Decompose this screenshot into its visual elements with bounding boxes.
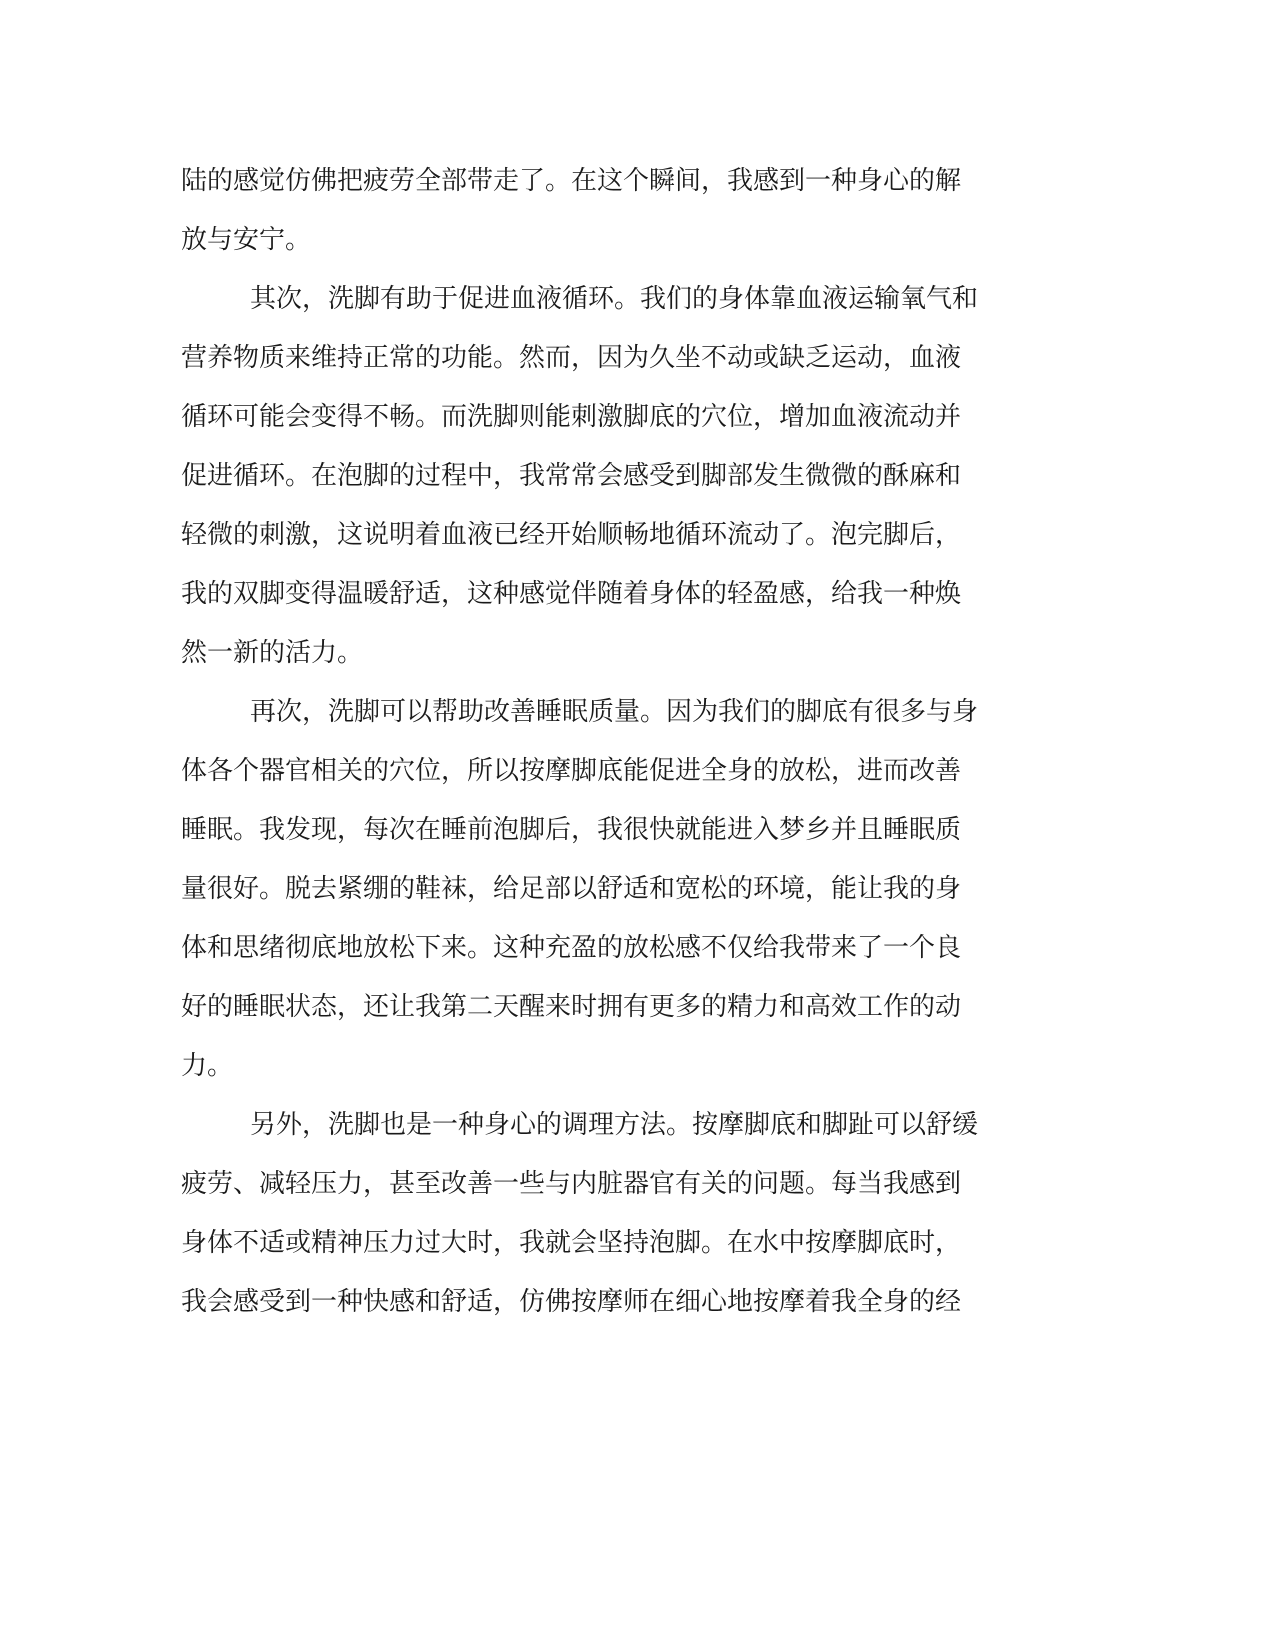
text-line: 身体不适或精神压力过大时，我就会坚持泡脚。在水中按摩脚底时， — [181, 1228, 962, 1258]
text-line: 体各个器官相关的穴位，所以按摩脚底能促进全身的放松，进而改善 — [181, 756, 962, 786]
text-line: 好的睡眠状态，还让我第二天醒来时拥有更多的精力和高效工作的动 — [181, 992, 962, 1022]
text-line: 再次，洗脚可以帮助改善睡眠质量。因为我们的脚底有很多与身 — [250, 697, 979, 727]
text-line: 营养物质来维持正常的功能。然而，因为久坐不动或缺乏运动，血液 — [181, 343, 962, 373]
text-line: 我会感受到一种快感和舒适，仿佛按摩师在细心地按摩着我全身的经 — [181, 1287, 962, 1317]
text-line: 陆的感觉仿佛把疲劳全部带走了。在这个瞬间，我感到一种身心的解 — [181, 166, 962, 196]
text-line: 睡眠。我发现，每次在睡前泡脚后，我很快就能进入梦乡并且睡眠质 — [181, 815, 962, 845]
text-line: 体和思绪彻底地放松下来。这种充盈的放松感不仅给我带来了一个良 — [181, 933, 962, 963]
text-line: 力。 — [181, 1051, 234, 1081]
text-line: 循环可能会变得不畅。而洗脚则能刺激脚底的穴位，增加血液流动并 — [181, 402, 962, 432]
text-line: 量很好。脱去紧绷的鞋袜，给足部以舒适和宽松的环境，能让我的身 — [181, 874, 962, 904]
text-line: 轻微的刺激，这说明着血液已经开始顺畅地循环流动了。泡完脚后， — [181, 520, 962, 550]
text-line: 我的双脚变得温暖舒适，这种感觉伴随着身体的轻盈感，给我一种焕 — [181, 579, 962, 609]
text-line: 疲劳、减轻压力，甚至改善一些与内脏器官有关的问题。每当我感到 — [181, 1169, 962, 1199]
text-line: 放与安宁。 — [181, 225, 312, 255]
text-line: 促进循环。在泡脚的过程中，我常常会感受到脚部发生微微的酥麻和 — [181, 461, 962, 491]
text-line: 另外，洗脚也是一种身心的调理方法。按摩脚底和脚趾可以舒缓 — [250, 1110, 979, 1140]
text-line: 其次，洗脚有助于促进血液循环。我们的身体靠血液运输氧气和 — [250, 284, 979, 314]
text-line: 然一新的活力。 — [181, 638, 364, 668]
